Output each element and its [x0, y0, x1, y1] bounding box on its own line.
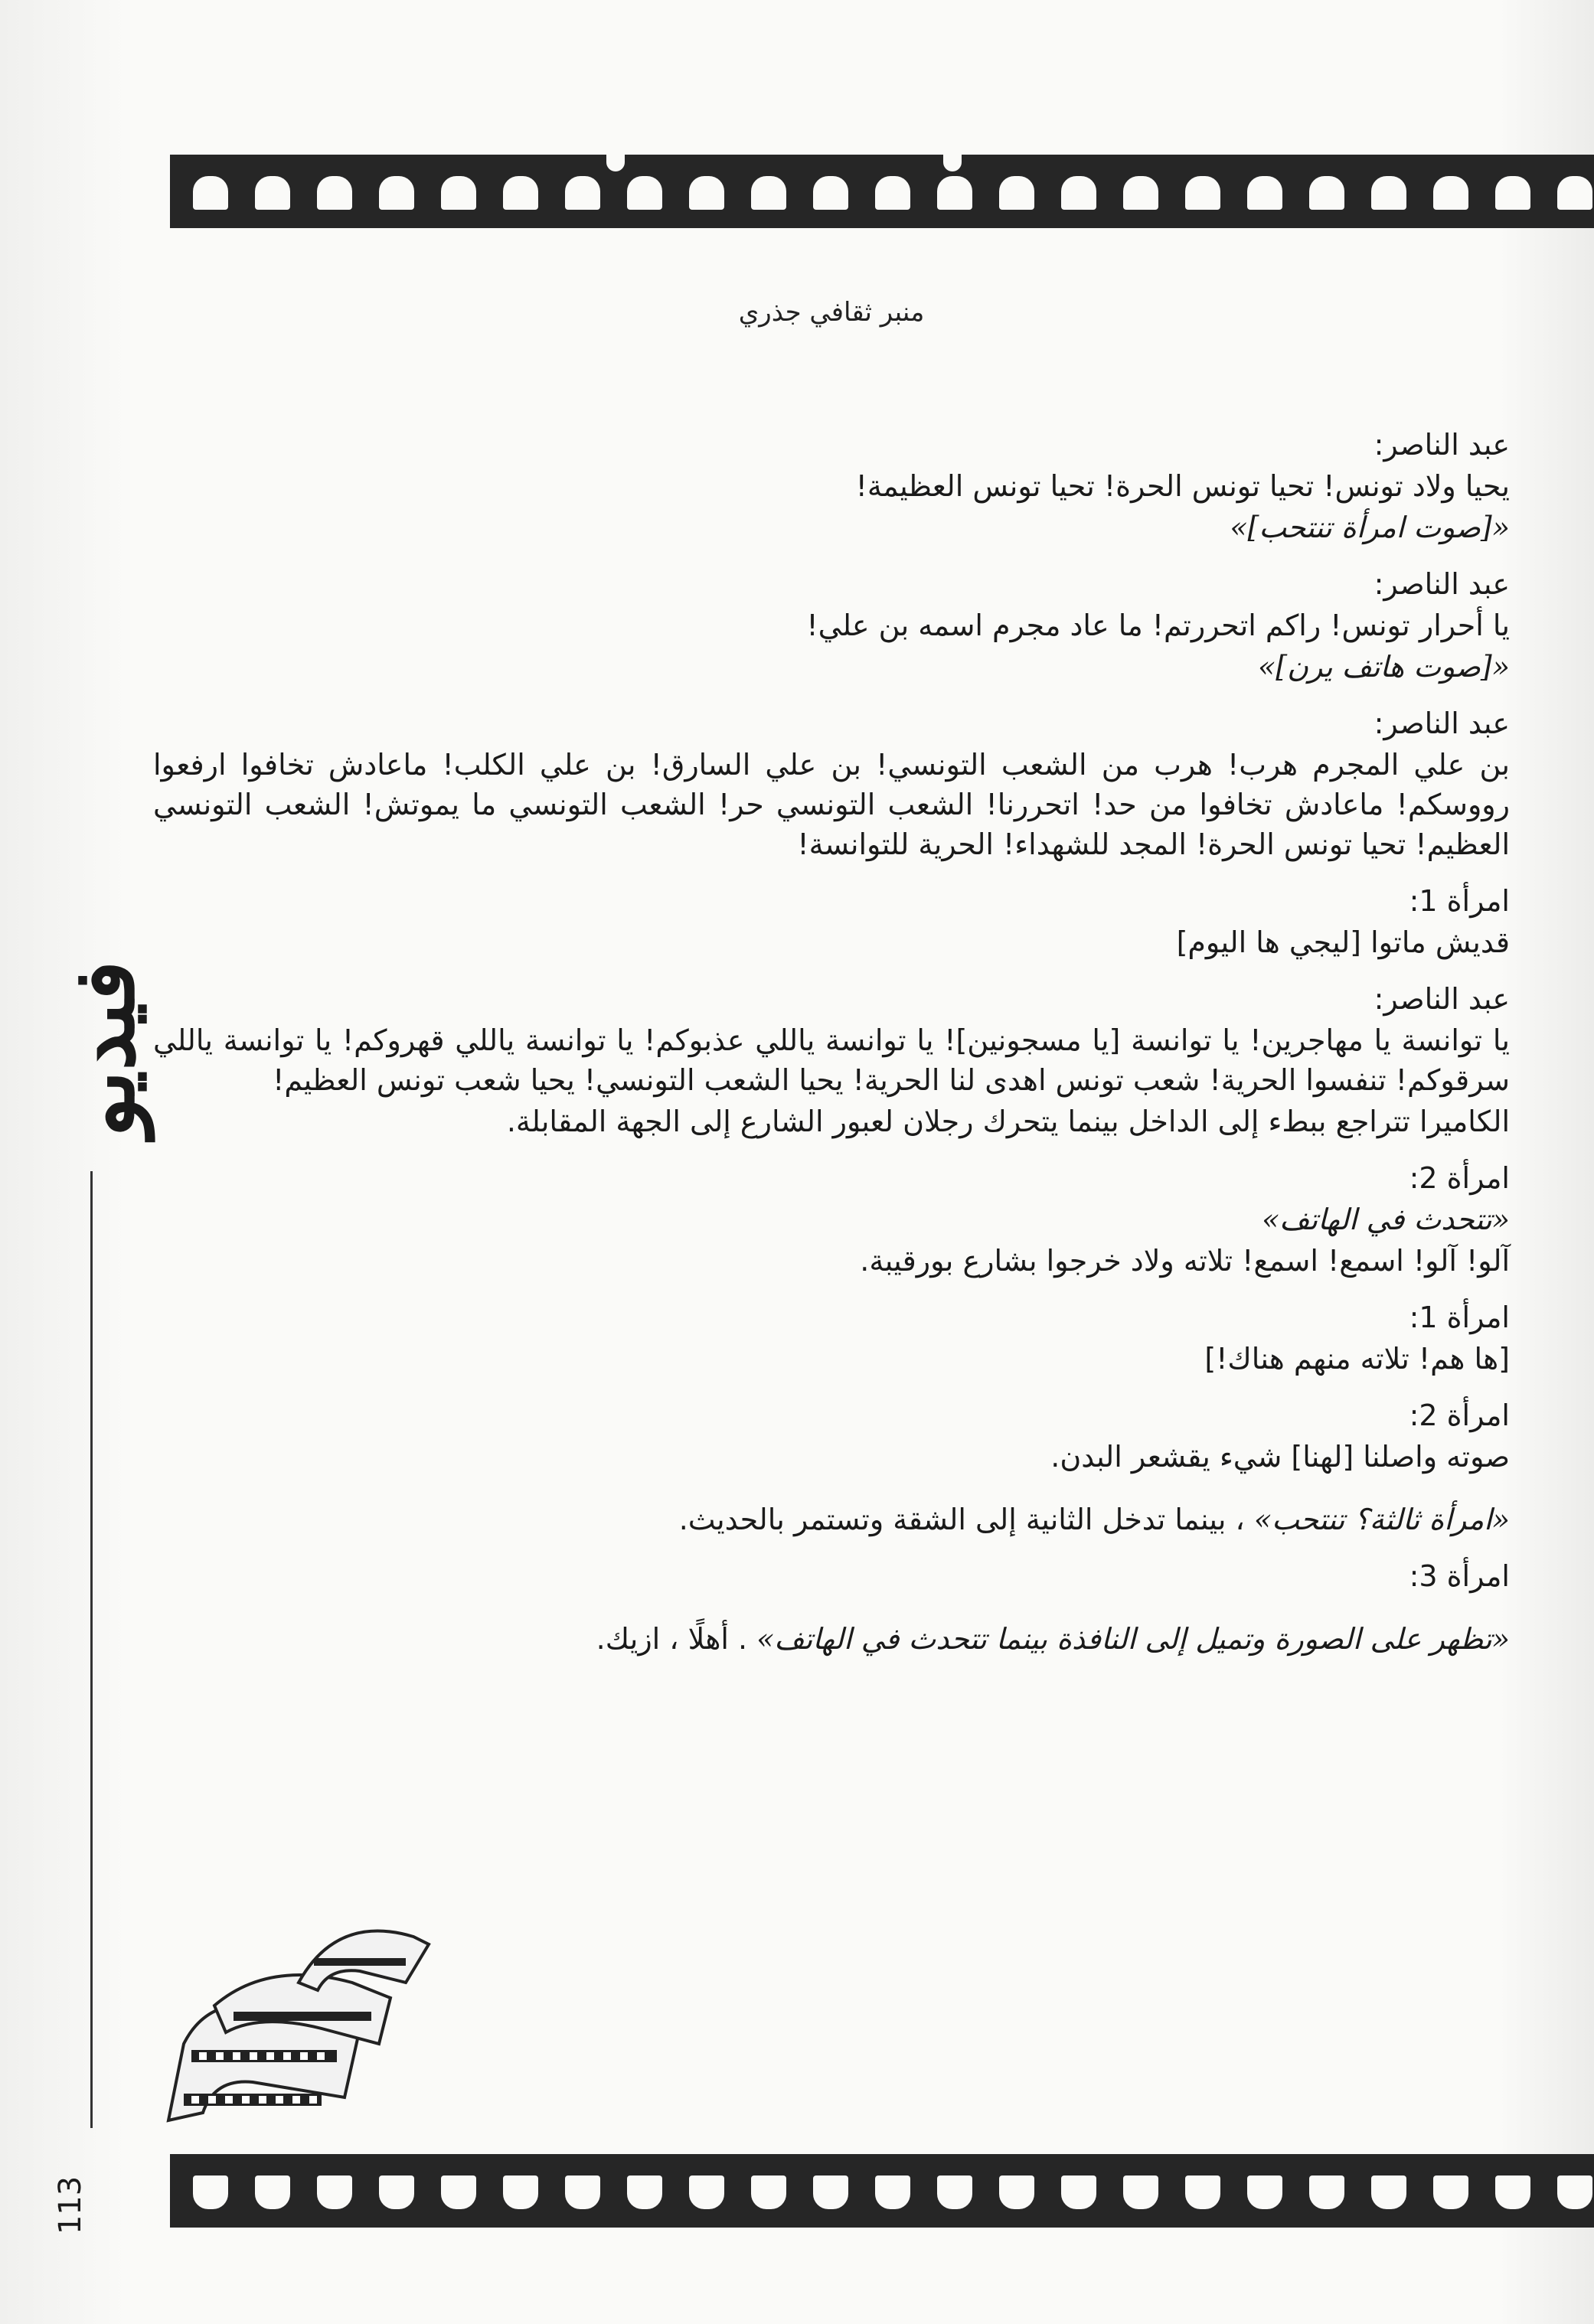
stage-direction: «امرأة ثالثة؟ تنتحب»: [1253, 1503, 1510, 1536]
dialogue-line-with-direction: [153, 1619, 1510, 1659]
film-hole: [1123, 176, 1158, 210]
speaker-name: امرأة 1:: [1409, 884, 1510, 918]
film-hole: [193, 176, 228, 210]
dialogue-line: [ها هم! تلاته منهم هناك!]: [1204, 1342, 1510, 1376]
film-hole: [1557, 176, 1592, 210]
film-hole: [1371, 2175, 1406, 2209]
film-hole: [379, 176, 414, 210]
film-hole: [875, 176, 910, 210]
film-hole: [751, 2175, 786, 2209]
film-hole: [441, 2175, 476, 2209]
film-strip-bottom-decoration: [170, 2154, 1594, 2228]
film-hole: [1433, 176, 1468, 210]
dialogue-text: ، بينما تدخل الثانية إلى الشقة وتستمر بالحديث.: [678, 1503, 1254, 1536]
script-body: [153, 425, 1510, 1660]
dialogue-text: . أهلًا ، ازيك.: [596, 1622, 757, 1656]
film-notch: [943, 155, 962, 171]
film-hole: [317, 2175, 352, 2209]
film-reel-icon: [161, 1868, 452, 2143]
dialogue-line: يحيا ولاد تونس! تحيا تونس الحرة! تحيا تونس العظيمة!: [855, 469, 1510, 503]
film-hole: [937, 176, 972, 210]
film-hole: [1371, 176, 1406, 210]
stage-direction: «[صوت هاتف يرن]»: [1258, 650, 1510, 684]
film-hole: [255, 176, 290, 210]
dialogue-line: يا أحرار تونس! راكم اتحررتم! ما عاد مجرم اسمه بن علي!: [806, 609, 1510, 642]
film-notch: [606, 155, 625, 171]
film-hole: [999, 2175, 1034, 2209]
film-hole: [1309, 2175, 1344, 2209]
dialogue-line: يا توانسة يا مهاجرين! يا توانسة [يا مسجونين]! يا توانسة ياللي عذبوكم! يا توانسة ياللي قهروكم! يا توانسة ياللي سرقوكم! تنفسوا الحرية! شعب تونس اهدى لنا الحرية! يحيا الشعب التونسي! يحيا شعب تونس العظيم!: [153, 1023, 1510, 1097]
film-hole: [255, 2175, 290, 2209]
side-vertical-rule: [90, 1171, 93, 2128]
page-number: 113: [53, 2175, 89, 2235]
speaker-name: عبد الناصر:: [1374, 567, 1510, 601]
film-hole: [565, 176, 600, 210]
film-hole: [813, 176, 848, 210]
dialogue-line: بن علي المجرم هرب! هرب من الشعب التونسي! بن علي السارق! بن علي الكلب! ماعادش تخافوا ارفعوا رووسكم! ماعادش تخافوا من حد! اتحررنا! الشعب التونسي حر! الشعب التونسي ما يموتش! الشعب التونسي العظيم! تحيا تونس الحرة! المجد للشهداء! الحرية للتوانسة!: [153, 748, 1510, 861]
film-hole: [317, 176, 352, 210]
speaker-name: امرأة 3:: [1409, 1559, 1510, 1593]
stage-direction: «تتحدث في الهاتف»: [1262, 1203, 1510, 1236]
film-holes: [193, 2175, 1594, 2209]
film-hole: [503, 2175, 538, 2209]
film-hole: [875, 2175, 910, 2209]
film-hole: [1247, 176, 1282, 210]
film-hole: [1557, 2175, 1592, 2209]
speaker-name: امرأة 2:: [1409, 1161, 1510, 1195]
film-hole: [565, 2175, 600, 2209]
film-strip-top-decoration: [170, 155, 1594, 228]
dialogue-line: آلو! آلو! اسمع! اسمع! تلاته ولاد خرجوا بشارع بورقيبة.: [860, 1244, 1510, 1278]
film-hole: [441, 176, 476, 210]
film-hole: [1495, 2175, 1530, 2209]
film-hole: [689, 176, 724, 210]
film-hole: [1185, 176, 1220, 210]
film-hole: [937, 2175, 972, 2209]
film-hole: [1433, 2175, 1468, 2209]
film-hole: [1123, 2175, 1158, 2209]
running-header: منبر ثقافي جذري: [738, 297, 925, 328]
speaker-name: امرأة 2:: [1409, 1399, 1510, 1432]
film-hole: [193, 2175, 228, 2209]
film-hole: [1061, 2175, 1096, 2209]
stage-direction: «[صوت امرأة تنتحب]»: [1230, 511, 1510, 544]
film-hole: [627, 2175, 662, 2209]
film-hole: [1247, 2175, 1282, 2209]
film-hole: [1495, 176, 1530, 210]
dialogue-line: الكاميرا تتراجع ببطء إلى الداخل بينما يتحرك رجلان لعبور الشارع إلى الجهة المقابلة.: [506, 1105, 1510, 1138]
film-hole: [751, 176, 786, 210]
film-hole: [999, 176, 1034, 210]
film-hole: [503, 176, 538, 210]
film-hole: [1185, 2175, 1220, 2209]
section-side-label-text: فيديو: [54, 960, 153, 1138]
stage-direction: «تظهر على الصورة وتميل إلى النافذة بينما تتحدث في الهاتف»: [756, 1622, 1510, 1656]
film-hole: [689, 2175, 724, 2209]
film-hole: [813, 2175, 848, 2209]
film-hole: [1061, 176, 1096, 210]
speaker-name: امرأة 1:: [1409, 1301, 1510, 1334]
speaker-name: عبد الناصر:: [1374, 982, 1510, 1016]
speaker-name: عبد الناصر:: [1374, 707, 1510, 740]
dialogue-line: قديش ماتوا [ليجي ها اليوم]: [1176, 925, 1510, 959]
dialogue-line: صوته واصلنا [لهنا] شيء يقشعر البدن.: [1050, 1440, 1510, 1474]
film-hole: [627, 176, 662, 210]
film-holes: [193, 176, 1594, 210]
film-hole: [1309, 176, 1344, 210]
film-hole: [379, 2175, 414, 2209]
speaker-name: عبد الناصر:: [1374, 428, 1510, 462]
dialogue-line-with-direction: [153, 1500, 1510, 1539]
